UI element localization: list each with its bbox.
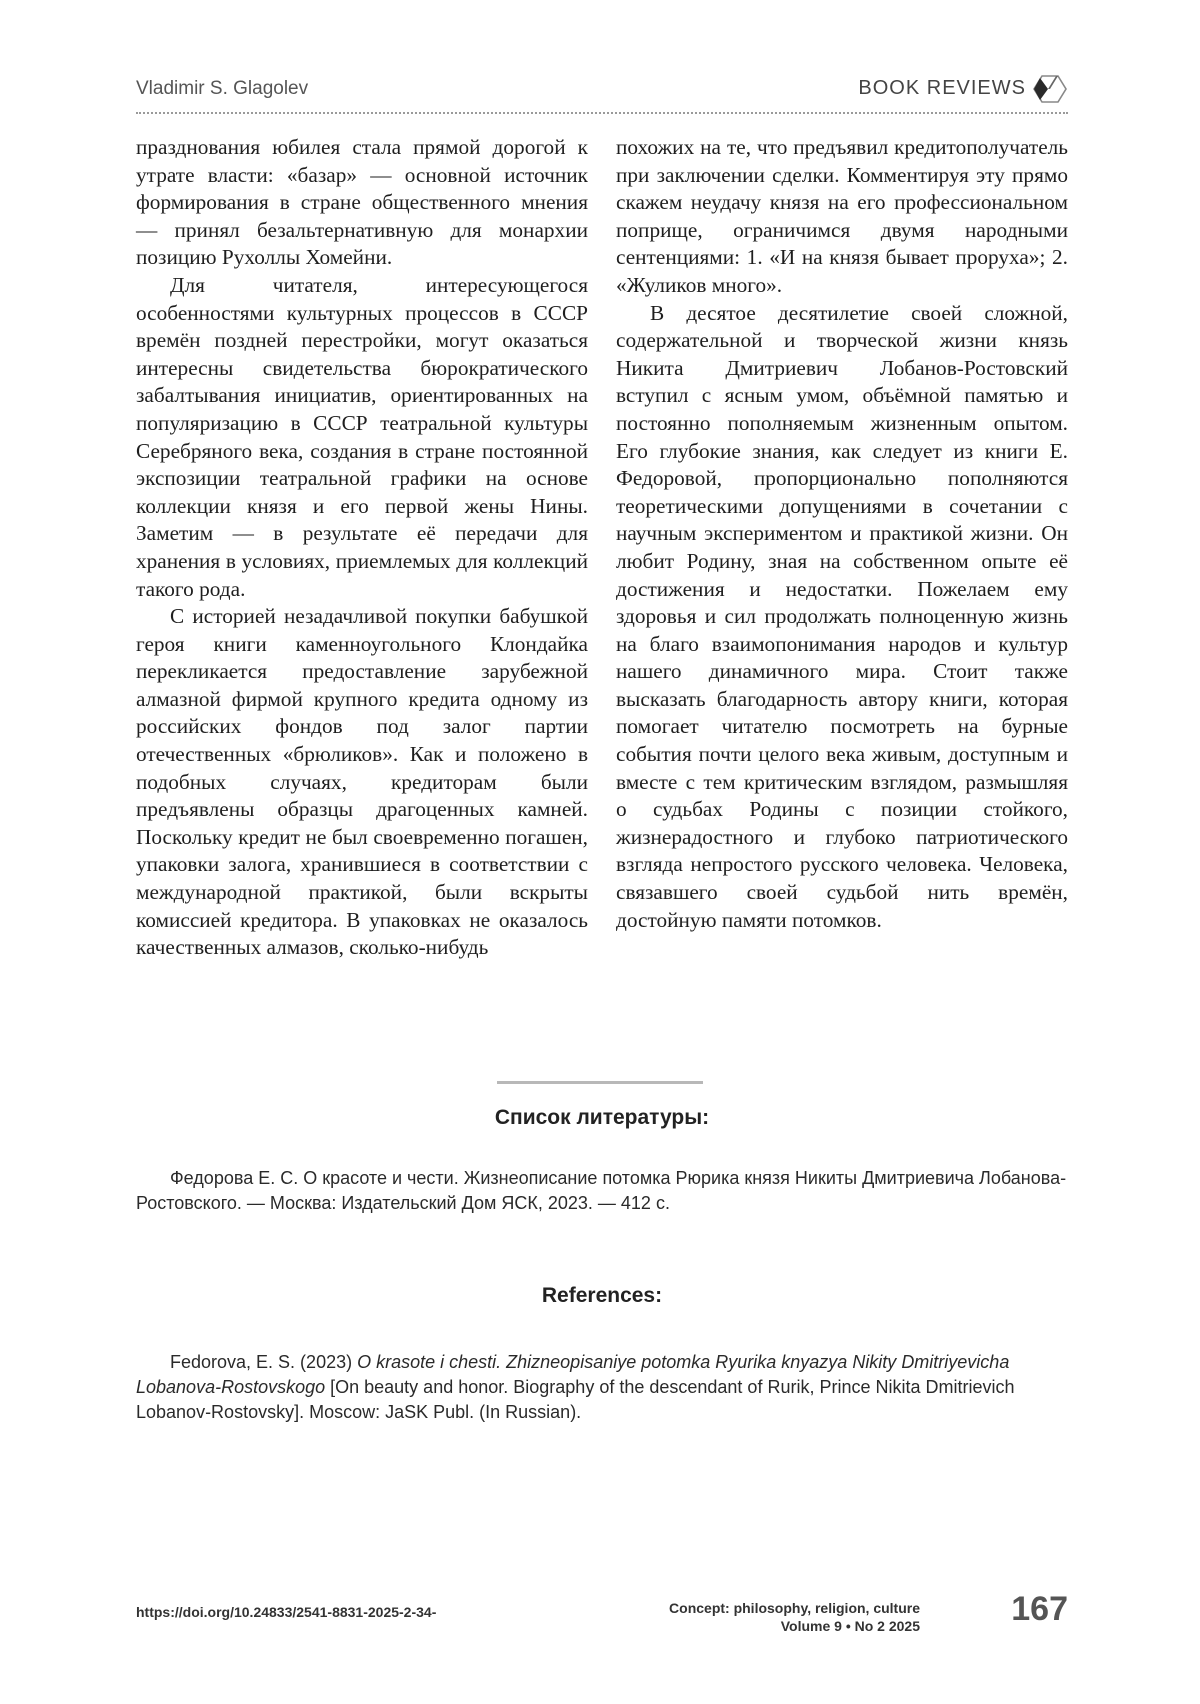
paragraph: В десятое десятилетие своей сложной, содержательной и творческой жизни князь Никита Дмитриевич Лобанов-Ростовский вступил с ясным умом, объёмной памятью и постоянно пополняемым жизненным опытом. Его глубокие знания, как следует из книги Е. Федоровой, пропорционально пополняются теоретическими допущениями в сочетании с научным экспериментом и практикой жизни. Он любит Родину, зная на собственном опыте её достижения и недостатки. Пожелаем ему здоровья и сил продолжать полноценную жизнь на благо взаимопонимания народов и культур нашего динамичного мира. Стоит также высказать благодарность автору книги, которая помогает читателю посмотреть на бурные события почти целого века живым, доступным и вместе с тем критическим взглядом, размышляя о судьбах Родины с позиции стойкого, жизнерадостного и глубоко патриотического взгляда непростого русского человека. Человека, связавшего своей судьбой нить времён, достойную памяти потомков.: [616, 300, 1068, 932]
paragraph: похожих на те, что предъявил кредитополучатель при заключении сделки. Комментируя эту прямо скажем неудачу князя на его профессиональном поприще, ограничимся двумя народными сентенциями: 1. «И на князя бывает проруха»; 2. «Жуликов много».: [616, 135, 1068, 297]
reference-title: O krasote i chesti. Zhizneopisaniye potomka Ryurika knyazya Nikity Dmitriyevicha Lobanova-Rostovskogo: [136, 1352, 1010, 1397]
literature-entry: Федорова Е. С. О красоте и чести. Жизнеописание потомка Рюрика князя Никиты Дмитриевича Лобанова-Ростовского. — Москва: Издательский Дом ЯСК, 2023. — 412 с.: [136, 1168, 1067, 1213]
section-divider: [497, 1081, 703, 1084]
journal-volume: Volume 9 • No 2 2025: [780, 1618, 920, 1634]
doi-link[interactable]: https://doi.org/10.24833/2541-8831-2025-2-34-: [136, 1604, 437, 1620]
book-reviews-icon: [1032, 74, 1068, 104]
literature-heading: Список литературы:: [494, 1106, 710, 1129]
running-author: Vladimir S. Glagolev: [136, 78, 309, 99]
paragraph: празднования юбилея стала прямой дорогой к утрате власти: «базар» — основной источник формирования в стране общественного мнения — принял безальтернативную для монархии позицию Рухоллы Хомейни.: [136, 135, 588, 270]
reference-details: [On beauty and honor. Biography of the descendant of Rurik, Prince Nikita Dmitrievich Lobanov-Rostovsky]. Moscow: JaSK Publ. (In Russian).: [136, 1377, 1015, 1422]
journal-info: [620, 1599, 920, 1635]
references-heading: References:: [541, 1284, 663, 1307]
paragraph: С историей незадачливой покупки бабушкой героя книги каменноугольного Клондайка перекликается предоставление зарубежной алмазной фирмой крупного кредита одному из российских фондов под залог партии отечественных «брюликов». Как и положено в подобных случаях, кредиторам были предъявлены образцы драгоценных камней. Поскольку кредит не был своевременно погашен, упаковки залога, хранившиеся в соответствии с международной практикой, были вскрыты комиссией кредитора. В упаковках не оказалось качественных алмазов, сколько-нибудь: [136, 604, 588, 960]
left-column: [136, 134, 588, 962]
page-number: 167: [1011, 1590, 1068, 1628]
references-entry: [136, 1350, 1068, 1425]
journal-name: Concept: philosophy, religion, culture: [669, 1600, 920, 1616]
running-header: [136, 74, 1068, 108]
right-column: [616, 134, 1068, 934]
header-rule: [136, 112, 1068, 114]
paragraph: Для читателя, интересующегося особенностями культурных процессов в СССР времён поздней перестройки, могут оказаться интересны свидетельства бюрократического забалтывания инициатив, ориентированных на популяризацию в СССР театральной культуры Серебряного века, создания в стране постоянной экспозиции театральной графики на основе коллекции князя и его первой жены Нины. Заметим — в результате её передачи для хранения в условиях, приемлемых для коллекций такого рода.: [136, 272, 588, 601]
section-title: BOOK REVIEWS: [858, 77, 1026, 99]
reference-author: Fedorova, E. S. (2023): [170, 1352, 358, 1372]
